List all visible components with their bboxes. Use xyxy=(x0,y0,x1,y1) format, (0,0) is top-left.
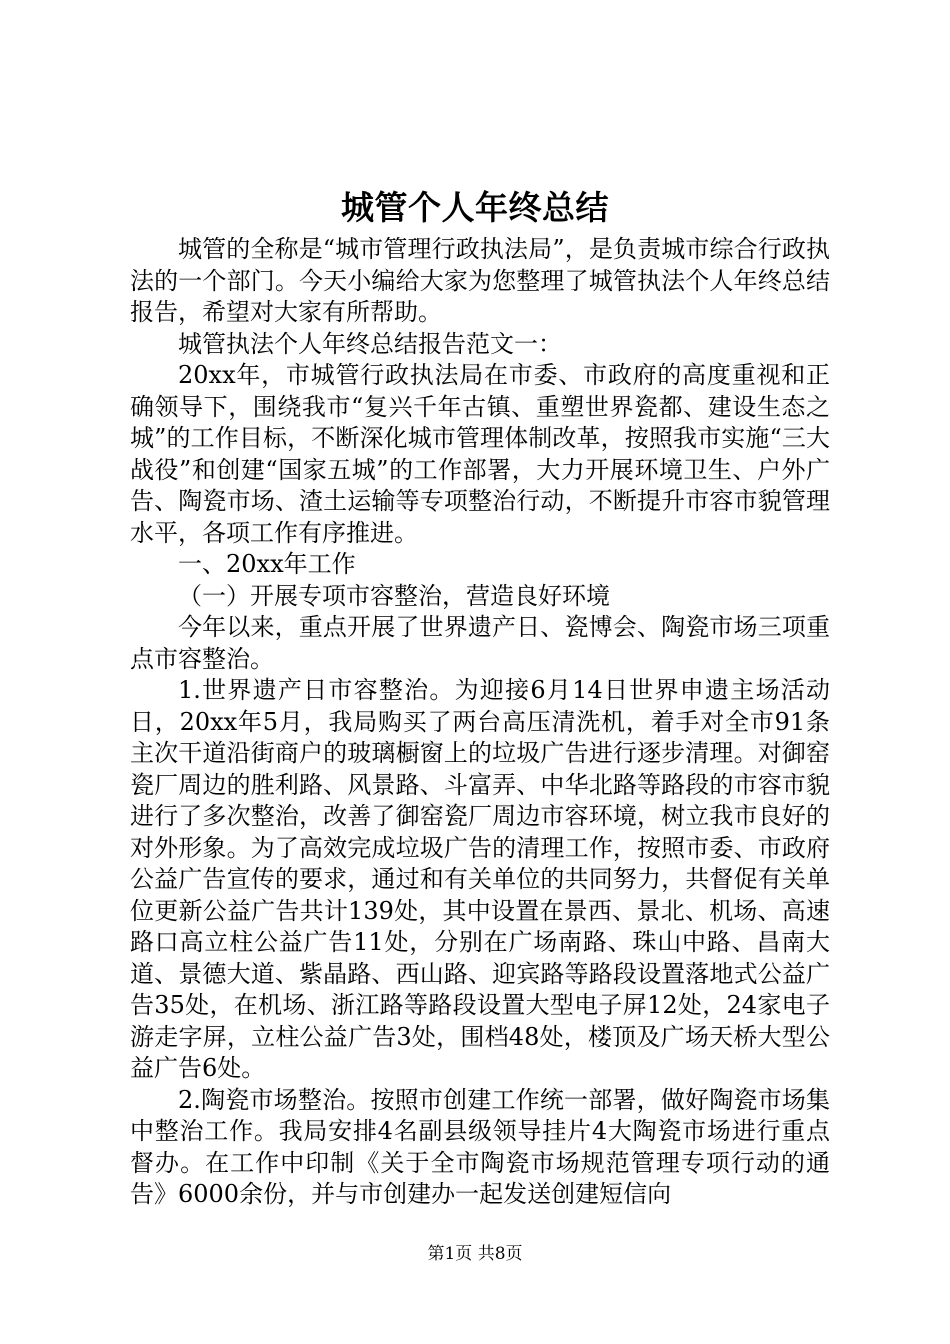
paragraph-intro: 城管的全称是“城市管理行政执法局”，是负责城市综合行政执法的一个部门。今天小编给大家为您整理了城管执法个人年终总结报告，希望对大家有所帮助。 xyxy=(130,235,830,326)
paragraph-sample-heading: 城管执法个人年终总结报告范文一： xyxy=(178,329,562,358)
section-heading-work: 一、20xx年工作 xyxy=(178,550,356,578)
paragraph-ceramics-market: 2.陶瓷市场整治。按照市创建工作统一部署，做好陶瓷市场集中整治工作。我局安排4名副县级领导挂片4大陶瓷市场进行重点督办。在工作中印制《关于全市陶瓷市场规范管理专项行动的通告》6000余份，并与市创建办一起发送创建短信向 xyxy=(130,1085,830,1208)
paragraph-heritage-day: 1.世界遗产日市容整治。为迎接6月14日世界申遗主场活动日，20xx年5月，我局购买了两台高压清洗机，着手对全市91条主次干道沿街商户的玻璃橱窗上的垃圾广告进行逐步清理。对御窑瓷厂周边的胜利路、风景路、斗富弄、中华北路等路段的市容市貌进行了多次整治，改善了御窑瓷厂周边市容环境，树立我市良好的对外形象。为了高效完成垃圾广告的清理工作，按照市委、市政府公益广告宣传的要求，通过和有关单位的共同努力，共督促有关单位更新公益广告共计139处，其中设置在景西、景北、机场、高速路口高立柱公益广告11处，分别在广场南路、珠山中路、昌南大道、景德大道、紫晶路、西山路、迎宾路等路段设置落地式公益广告35处，在机场、浙江路等路段设置大型电子屏12处，24家电子游走字屏，立柱公益广告3处，围档48处，楼顶及广场天桥大型公益广告6处。 xyxy=(130,676,830,1082)
document-body xyxy=(130,234,830,1211)
document-title: 城管个人年终总结 xyxy=(341,188,609,227)
page-footer: 第1页 共8页 xyxy=(427,1244,523,1264)
subsection-heading-rectification: （一）开展专项市容整治，营造良好环境 xyxy=(178,581,610,610)
paragraph-rectification-summary: 今年以来，重点开展了世界遗产日、瓷博会、陶瓷市场三项重点市容整治。 xyxy=(130,613,830,673)
paragraph-overview: 20xx年，市城管行政执法局在市委、市政府的高度重视和正确领导下，围绕我市“复兴千年古镇、重塑世界瓷都、建设生态之城”的工作目标，不断深化城市管理体制改革，按照我市实施“三大战役”和创建“国家五城”的工作部署，大力开展环境卫生、户外广告、陶瓷市场、渣土运输等专项整治行动，不断提升市容市貌管理水平，各项工作有序推进。 xyxy=(130,361,830,547)
